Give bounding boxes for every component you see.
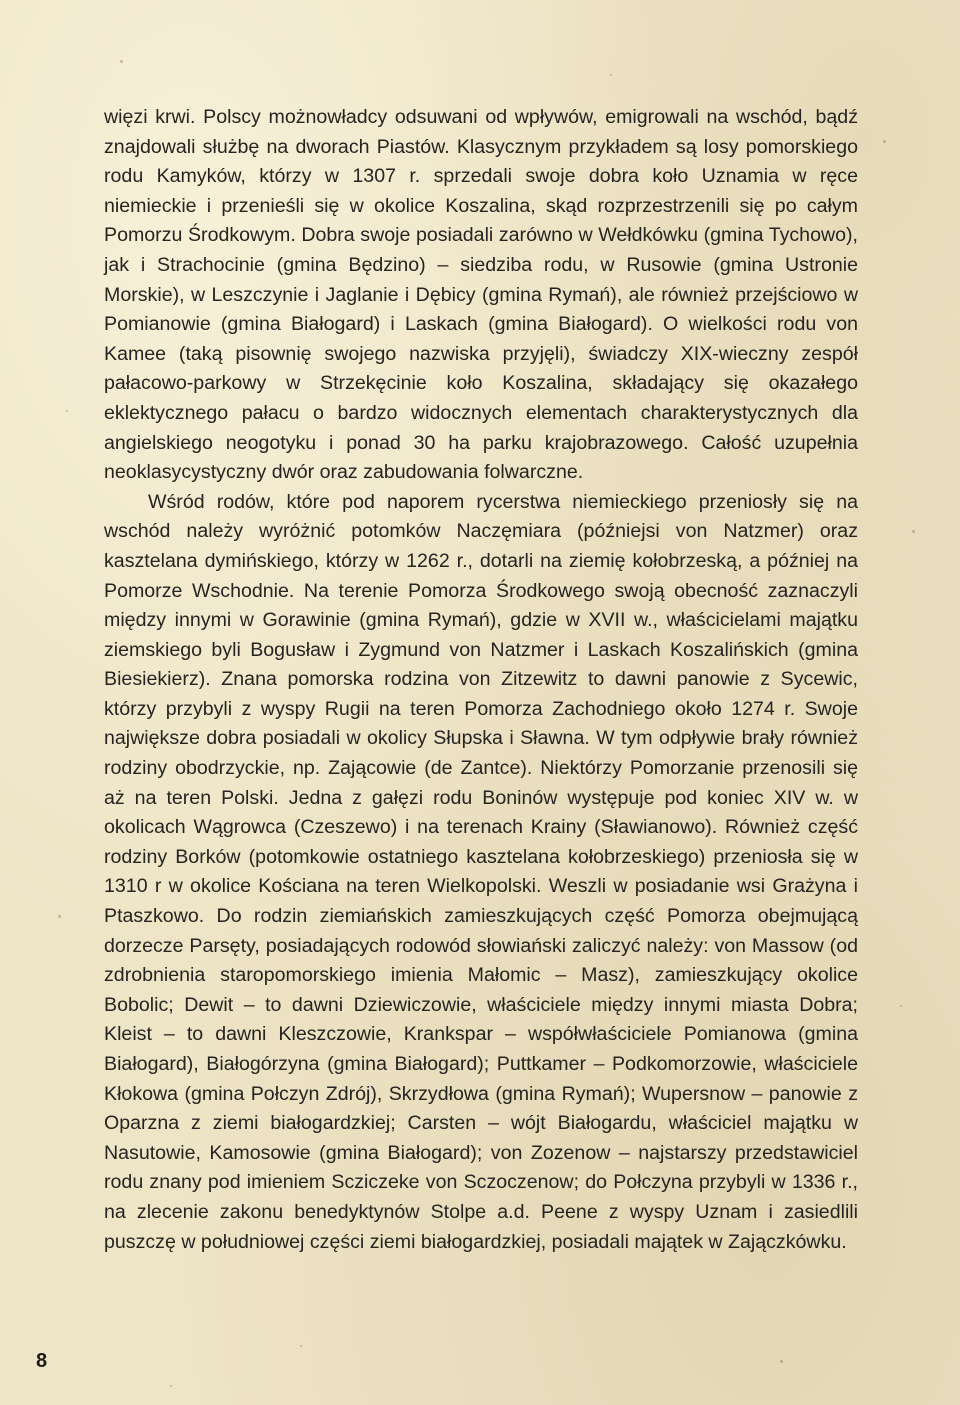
- paper-speck: [912, 530, 915, 533]
- paper-speck: [170, 1385, 172, 1387]
- paper-speck: [300, 1345, 302, 1347]
- paper-speck: [58, 915, 61, 918]
- paragraph-2: Wśród rodów, które pod naporem rycerstwa niemieckiego przeniosły się na wschód należy wyróżnić potomków Naczęmiara (późniejsi von Natzmer) oraz kasztelana dymińskiego, którzy w 1262 r., dotarli na ziemię kołobrzeską, a później na Pomorze Wschodnie. Na terenie Pomorza Środkowego swoją obecność zaznaczyli między innymi w Gorawinie (gmina Rymań), gdzie w XVII w., właścicielami majątku ziemskiego byli Bogusław i Zygmund von Natzmer i Laskach Koszalińskich (gmina Biesiekierz). Znana pomorska rodzina von Zitzewitz to dawni panowie z Sycewic, którzy przybyli z wyspy Rugii na teren Pomorza Zachodniego około 1274 r. Swoje największe dobra posiadali w okolicy Słupska i Sławna. W tym odpływie brały również rodziny obodrzyckie, np. Zającowie (de Zantce). Niektórzy Pomorzanie przenosili się aż na teren Polski. Jedna z gałęzi rodu Boninów występuje pod koniec XIV w. w okolicach Wągrowca (Czeszewo) i na terenach Krainy (Sławianowo). Również część rodziny Borków (potomkowie ostatniego kasztelana kołobrzeskiego) przeniosła się w 1310 r w okolice Kościana na teren Wielkopolski. Weszli w posiadanie wsi Grażyna i Ptaszkowo. Do rodzin ziemiańskich zamieszkujących część Pomorza obejmującą dorzecze Parsęty, posiadających rodowód słowiański zaliczyć należy: von Massow (od zdrobnienia staropomorskiego imienia Małomic – Masz), zamieszkujący okolice Bobolic; Dewit – to dawni Dziewiczowie, właściciele między innymi miasta Dobra; Kleist – to dawni Kleszczowie, Krankspar – współwłaściciele Pomianowa (gmina Białogard), Białogórzyna (gmina Białogard); Puttkamer – Podkomorzowie, właściciele Kłokowa (gmina Połczyn Zdrój), Skrzydłowa (gmina Rymań); Wupersnow – panowie z Oparzna z ziemi białogardzkiej; Carsten – wójt Białogardu, właściciel majątku w Nasutowie, Kamosowie (gmina Białogard); von Zozenow – najstarszy przedstawiciel rodu znany pod imieniem Scziczeke von Sczoczenow; do Połczyna przybyli w 1336 r., na zlecenie zakonu benedyktynów Stolpe a.d. Peene z wyspy Uznam i zasiedlili puszczę w południowej części ziemi białogardzkiej, posiadali majątek w Zajączkówku.: [104, 490, 858, 1253]
- paper-speck: [900, 1005, 902, 1007]
- body-text: [104, 103, 858, 1257]
- paper-speck: [610, 74, 612, 76]
- paper-speck: [883, 140, 886, 143]
- paper-speck: [120, 60, 123, 63]
- page-number: 8: [36, 1350, 48, 1372]
- paragraph-1: więzi krwi. Polscy możnowładcy odsuwani od wpływów, emigrowali na wschód, bądź znajdowali służbę na dworach Piastów. Klasycznym przykładem są losy pomorskiego rodu Kamyków, którzy w 1307 r. sprzedali swoje dobra koło Uznamia w ręce niemieckie i przenieśli się w okolice Koszalina, skąd rozprzestrzenili się po całym Pomorzu Środkowym. Dobra swoje posiadali zarówno w Wełdkówku (gmina Tychowo), jak i Strachocinie (gmina Będzino) – siedziba rodu, w Rusowie (gmina Ustronie Morskie), w Leszczynie i Jaglanie i Dębicy (gmina Rymań), ale również przejściowo w Pomianowie (gmina Białogard) i Laskach (gmina Białogard). O wielkości rodu von Kamee (taką pisownię swojego nazwiska przyjęli), świadczy XIX-wieczny zespół pałacowo-parkowy w Strzekęcinie koło Koszalina, składający się okazałego eklektycznego pałacu o bardzo widocznych elementach charakterystycznych dla angielskiego neogotyku i ponad 30 ha parku krajobrazowego. Całość uzupełnia neoklasycystyczny dwór oraz zabudowania folwarczne.: [104, 106, 858, 484]
- paper-speck: [66, 410, 68, 412]
- paper-speck: [780, 1360, 783, 1363]
